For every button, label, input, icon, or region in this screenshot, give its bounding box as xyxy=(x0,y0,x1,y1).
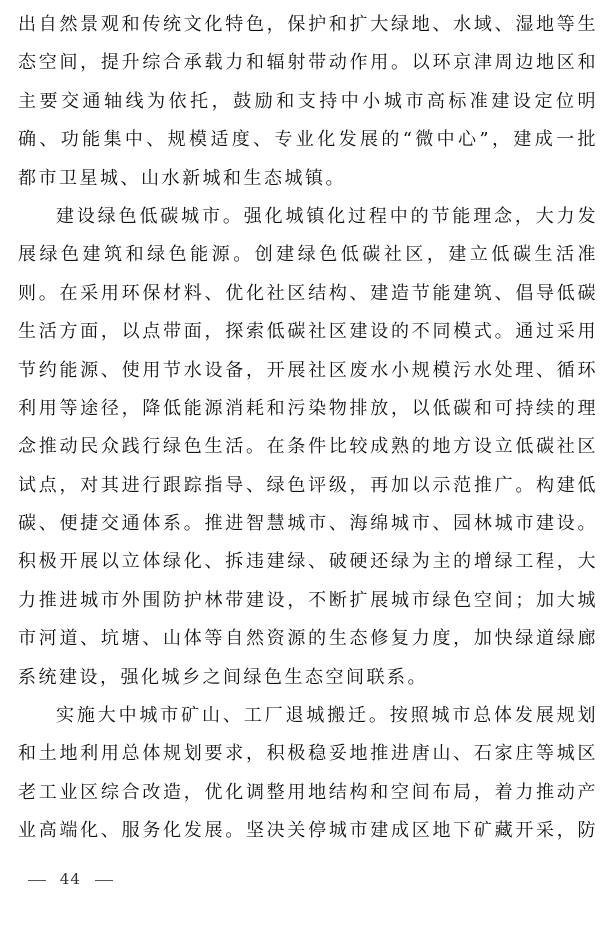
text-line: 积极开展以立体绿化、拆违建绿、破硬还绿为主的增绿工程，大 xyxy=(18,551,598,573)
page-number: 44 xyxy=(59,870,81,888)
page-footer xyxy=(20,870,121,888)
text-line: 市河道、坑塘、山体等自然资源的生态修复力度，加快绿道绿廊 xyxy=(18,628,598,650)
text-line: 出自然景观和传统文化特色，保护和扩大绿地、水域、湿地等生 xyxy=(18,14,598,35)
text-line: 生活方面，以点带面，探索低碳社区建设的不同模式。通过采用 xyxy=(18,321,598,343)
text-line: 碳、便捷交通体系。推进智慧城市、海绵城市、园林城市建设。 xyxy=(18,513,598,535)
text-line: 都市卫星城、山水新城和生态城镇。 xyxy=(18,167,346,189)
text-line: 和土地利用总体规划要求，积极稳妥地推进唐山、石家庄等城区 xyxy=(18,743,598,765)
paragraph-first-line: 建设绿色低碳城市。强化城镇化过程中的节能理念，大力发 xyxy=(56,205,598,227)
text-line: 态空间，提升综合承载力和辐射带动作用。以环京津周边地区和 xyxy=(18,52,598,74)
text-line: 节约能源、使用节水设备，开展社区废水小规模污水处理、循环 xyxy=(18,359,598,381)
text-line: 试点，对其进行跟踪指导、绿色评级，再加以示范推广。构建低 xyxy=(18,474,598,496)
text-line: 业高端化、服务化发展。坚决关停城市建成区地下矿藏开采，防 xyxy=(18,820,598,842)
text-line: 利用等途径，降低能源消耗和污染物排放，以低碳和可持续的理 xyxy=(18,397,598,419)
text-line: 确、功能集中、规模适度、专业化发展的“微中心”，建成一批 xyxy=(18,129,598,151)
text-line: 系统建设，强化城乡之间绿色生态空间联系。 xyxy=(18,666,428,688)
text-line: 主要交通轴线为依托，鼓励和支持中小城市高标准建设定位明 xyxy=(18,90,598,112)
text-line: 念推动民众践行绿色生活。在条件比较成熟的地方设立低碳社区 xyxy=(18,436,598,458)
right-dash xyxy=(95,880,113,881)
text-line: 老工业区综合改造，优化调整用地结构和空间布局，着力推动产 xyxy=(18,781,598,803)
paragraph-first-line: 实施大中城市矿山、工厂退城搬迁。按照城市总体发展规划 xyxy=(56,705,598,727)
left-dash xyxy=(28,880,46,881)
text-line: 则。在采用环保材料、优化社区结构、建造节能建筑、倡导低碳 xyxy=(18,282,598,304)
text-line: 展绿色建筑和绿色能源。创建绿色低碳社区，建立低碳生活准 xyxy=(18,244,598,266)
body-text xyxy=(18,6,598,851)
text-line: 力推进城市外围防护林带建设，不断扩展城市绿色空间；加大城 xyxy=(18,589,598,611)
